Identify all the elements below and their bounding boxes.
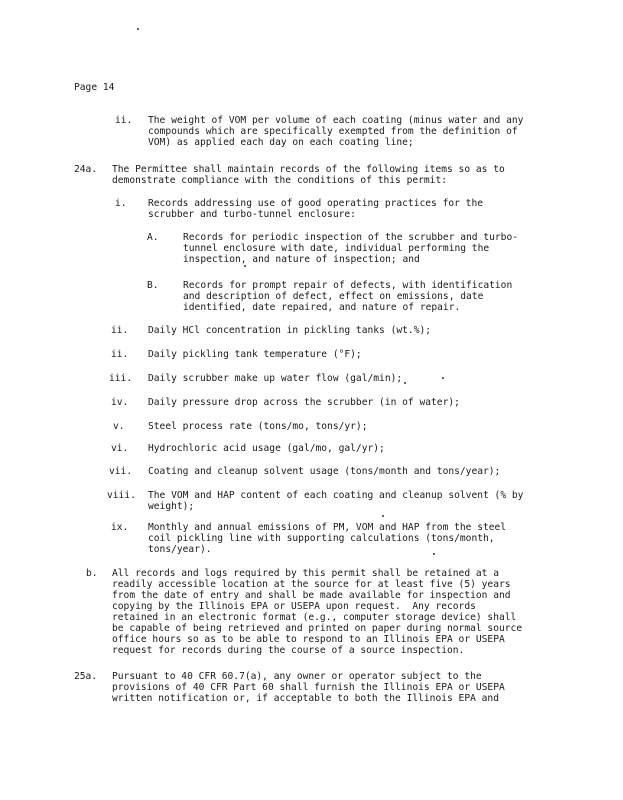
- list-item-line: Records addressing use of good operating practices for the: [148, 198, 484, 209]
- list-item-line: coil pickling line with supporting calculations (tons/month,: [148, 533, 495, 544]
- list-item-label: ii.: [111, 349, 129, 360]
- list-item-line: Daily pressure drop across the scrubber (in of water);: [148, 397, 460, 408]
- scan-speck: [137, 28, 139, 30]
- list-item-label: iv.: [111, 397, 129, 408]
- sub-item-label: B.: [147, 280, 159, 291]
- list-item-line: scrubber and turbo-tunnel enclosure:: [148, 209, 356, 220]
- list-item-line: Hydrochloric acid usage (gal/mo, gal/yr);: [148, 443, 385, 454]
- list-item-label: iii.: [109, 373, 133, 384]
- sub-item-line: Records for prompt repair of defects, with identification: [183, 280, 513, 291]
- list-item-label: ix.: [111, 522, 129, 533]
- sub-item-line: and description of defect, effect on emissions, date: [183, 291, 484, 302]
- item-ii-line: The weight of VOM per volume of each coating (minus water and any: [148, 115, 524, 126]
- scan-speck: [244, 265, 246, 267]
- item-ii-line: compounds which are specifically exempted from the definition of: [148, 126, 518, 137]
- page-header: Page 14: [74, 82, 115, 93]
- sub-item-label: A.: [147, 232, 159, 243]
- list-item-label: vii.: [109, 466, 133, 477]
- section-24a-line: demonstrate compliance with the conditions of this permit:: [112, 175, 448, 186]
- scan-speck: [433, 553, 435, 555]
- list-item-line: tons/year).: [148, 544, 212, 555]
- section-b-line: copying by the Illinois EPA or USEPA upon request. Any records: [112, 601, 476, 612]
- section-24a-line: The Permittee shall maintain records of the following items so as to: [112, 164, 505, 175]
- section-24a-label: 24a.: [74, 164, 98, 175]
- list-item-label: i.: [115, 198, 127, 209]
- section-b-line: readily accessible location at the source for at least five (5) years: [112, 579, 511, 590]
- scan-speck: [382, 515, 384, 517]
- item-ii-label: ii.: [115, 115, 133, 126]
- section-b-line: retained in an electronic format (e.g., computer storage device) shall: [112, 612, 517, 623]
- sub-item-line: inspection, and nature of inspection; and: [183, 254, 420, 265]
- section-25a-line: provisions of 40 CFR Part 60 shall furnish the Illinois EPA or USEPA: [112, 682, 505, 693]
- section-b-label: b.: [86, 568, 98, 579]
- list-item-label: viii.: [107, 490, 136, 501]
- list-item-line: Monthly and annual emissions of PM, VOM and HAP from the steel: [148, 522, 507, 533]
- section-b-line: from the date of entry and shall be made available for inspection and: [112, 590, 511, 601]
- section-25a-line: Pursuant to 40 CFR 60.7(a), any owner or operator subject to the: [112, 671, 482, 682]
- section-25a-label: 25a.: [74, 671, 98, 682]
- list-item-line: Daily HCl concentration in pickling tanks (wt.%);: [148, 325, 432, 336]
- list-item-line: The VOM and HAP content of each coating and cleanup solvent (% by: [148, 490, 524, 501]
- list-item-line: Coating and cleanup solvent usage (tons/month and tons/year);: [148, 466, 501, 477]
- sub-item-line: Records for periodic inspection of the scrubber and turbo-: [183, 232, 519, 243]
- list-item-line: Steel process rate (tons/mo, tons/yr);: [148, 421, 368, 432]
- section-b-line: office hours so as to be able to respond to an Illinois EPA or USEPA: [112, 634, 505, 645]
- section-b-line: be capable of being retrieved and printed on paper during normal source: [112, 623, 523, 634]
- scan-speck: [442, 377, 444, 379]
- list-item-line: Daily pickling tank temperature (°F);: [148, 349, 362, 360]
- item-ii-line: VOM) as applied each day on each coating line;: [148, 137, 414, 148]
- list-item-line: weight);: [148, 501, 195, 512]
- sub-item-line: tunnel enclosure with date, individual performing the: [183, 243, 490, 254]
- sub-item-line: identified, date repaired, and nature of repair.: [183, 302, 461, 313]
- list-item-line: Daily scrubber make up water flow (gal/min);: [148, 373, 403, 384]
- list-item-label: vi.: [111, 443, 129, 454]
- list-item-label: v.: [113, 421, 125, 432]
- section-b-line: request for records during the course of a source inspection.: [112, 645, 465, 656]
- section-b-line: All records and logs required by this permit shall be retained at a: [112, 568, 499, 579]
- scan-speck: [404, 382, 406, 384]
- section-25a-line: written notification or, if acceptable to both the Illinois EPA and: [112, 693, 499, 704]
- list-item-label: ii.: [111, 325, 129, 336]
